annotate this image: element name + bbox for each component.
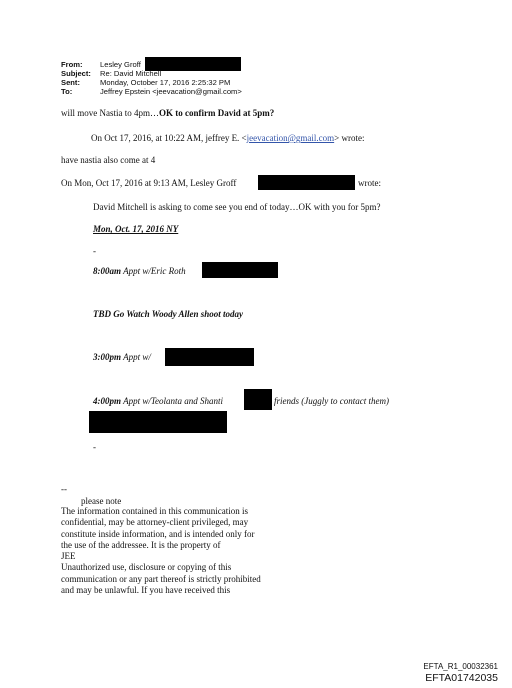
to-value: Jeffrey Epstein <jeevacation@gmail.com> [100,87,242,96]
dash-1: - [93,246,96,256]
reply-line [61,108,274,118]
schedule-item-4 [93,396,223,406]
from-label: From: [61,60,83,69]
quote1-email-link[interactable]: jeevacation@gmail.com [246,133,335,143]
to-label: To: [61,87,73,96]
subject-label: Subject: [61,69,91,78]
item1-text: Appt w/Eric Roth [121,266,186,276]
redaction-box [165,348,254,366]
date-heading: Mon, Oct. 17, 2016 NY [93,224,179,234]
bates-number-1: EFTA_R1_00032361 [423,662,498,671]
quote1-prefix: On Oct 17, 2016, at 10:22 AM, jeffrey E. < [91,133,247,143]
item4-text: Appt w/Teolanta and Shanti [121,396,224,406]
disclaimer-line: communication or any part thereof is strictly prohibited [61,573,261,584]
disclaimer-line: the use of the addressee. It is the property of [61,539,221,550]
dash-2: - [93,442,96,452]
disclaimer-line: Unauthorized use, disclosure or copying of this [61,562,232,573]
bates-number-2: EFTA01742035 [425,672,498,684]
please-note: please note [81,496,122,506]
david-line: David Mitchell is asking to come see you end of today…OK with you for 5pm? [93,202,381,212]
subject-value: Re: David Mitchell [100,69,162,78]
schedule-item-1 [93,266,186,276]
nastia-line: have nastia also come at 4 [61,155,156,165]
schedule-item-3 [93,352,151,362]
quote2-suffix: wrote: [358,178,381,188]
signature-dashes: -- [61,484,67,494]
quote1-suffix: > wrote: [334,133,365,143]
from-value: Lesley Groff [100,60,141,69]
reply-bold: OK to confirm David at 5pm? [159,108,275,118]
redaction-box [202,262,278,278]
item3-time: 3:00pm [93,352,121,362]
redaction-box [244,389,272,410]
disclaimer-line: The information contained in this communication is [61,506,248,516]
disclaimer-line: JEE [61,551,76,562]
item4-time: 4:00pm [93,396,121,406]
disclaimer-block [61,506,261,596]
item3-text: Appt w/ [121,352,151,362]
schedule-item-2: TBD Go Watch Woody Allen shoot today [93,309,244,319]
item1-time: 8:00am [93,266,121,276]
redaction-box [89,411,227,433]
sent-value: Monday, October 17, 2016 2:25:32 PM [100,78,231,87]
redaction-box [258,175,355,190]
disclaimer-line: constitute inside information, and is intended only for [61,528,255,539]
sent-label: Sent: [61,78,80,87]
quote2-prefix: On Mon, Oct 17, 2016 at 9:13 AM, Lesley Groff [61,178,237,188]
disclaimer-line: confidential, may be attorney-client privileged, may [61,517,249,528]
reply-plain: will move Nastia to 4pm… [61,108,159,118]
disclaimer-line: and may be unlawful. If you have received this [61,585,231,596]
item4-after: friends (Juggly to contact them) [274,396,389,406]
quote1-line [91,133,364,143]
